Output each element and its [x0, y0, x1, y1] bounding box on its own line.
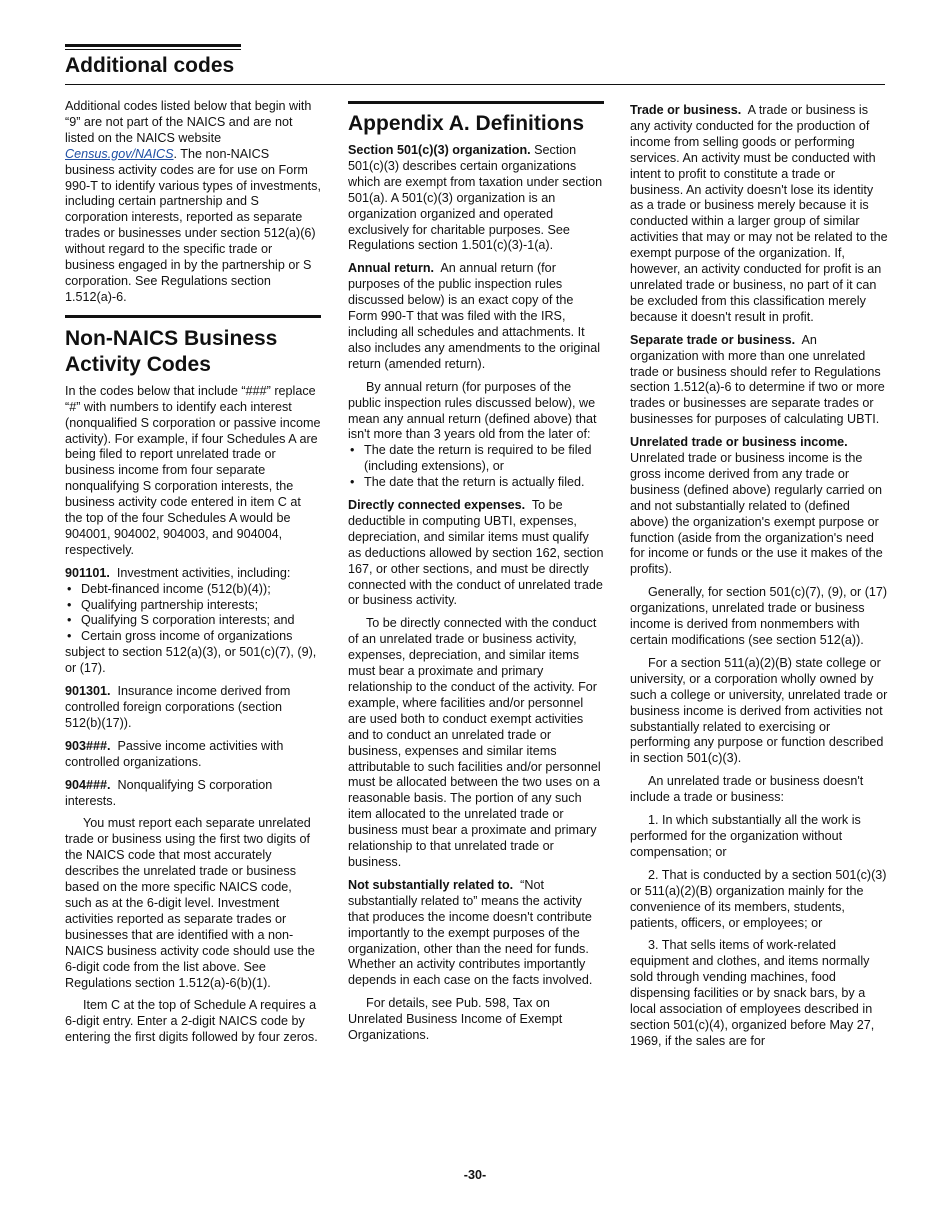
list-item: • Qualifying partnership interests; — [65, 598, 321, 614]
top-rule-thin — [65, 49, 241, 50]
code-903: 903###. Passive income activities with controlled organizations. — [65, 738, 284, 769]
item-c-paragraph: Item C at the top of Schedule A requires a 6-digit entry. Enter a 2-digit NAICS code by entering the first digits followed by four zeros. — [65, 998, 318, 1045]
title-underline — [65, 84, 885, 85]
page-number: -30- — [463, 1168, 487, 1182]
appendix-rule — [348, 101, 604, 104]
codes-paragraph: In the codes below that include “###” replace “#” with numbers to identify each interest (nonqualified S corporation or passive income activity). For example, if four Schedules A are being filed to report unrelated trade or business income from four separate nonqualifying S corporation interests, the business activity code entered in item C at the top of the four Schedules A would be 904001, 904002, 904003, and 904004, respectively. — [65, 383, 321, 557]
unrelated-income-para-3: An unrelated trade or business doesn't include a trade or business: — [630, 774, 864, 805]
code-901101-list — [65, 582, 321, 646]
column-1 — [65, 99, 321, 1053]
appendix-heading: Appendix A. Definitions — [348, 112, 585, 135]
def-directly-connected: Directly connected expenses. To be deductible in computing UBTI, expenses, depreciation, and similar items must qualify as deductions allowed by section 162, section 167, or other sections, and must be directly connected with the conduct of unrelated trade or business activity. — [348, 498, 604, 608]
exclusion-item-3: 3. That sells items of work-related equipment and clothes, and items normally sold through vending machines, food dispensing facilities or by snack bars, by a local association of employees described in section 501(c)(4), organized before May 27, 1969, if the sales are for — [630, 938, 875, 1048]
list-item: • The date that the return is actually filed. — [348, 475, 604, 491]
directly-connected-paragraph: To be directly connected with the conduct of an unrelated trade or business activity, expenses, depreciation, and similar items must bear a proximate and primary relationship to the conduct of the activity. For example, where facilities and/or personnel are used both to conduct exempt activities and to conduct an unrelated trade or business, expenses and similar items attributable to such facilities and/or personnel must be allocated between the two uses on a reasonable basis. The portion of any such item allocated to the unrelated trade or business must bear a proximate and primary relationship to that unrelated trade or business. — [348, 616, 601, 869]
census-naics-link[interactable]: Census.gov/NAICS — [65, 146, 174, 161]
non-naics-heading: Non-NAICS Business Activity Codes — [65, 326, 278, 376]
code-904: 904###. Nonqualifying S corporation interests. — [65, 777, 273, 808]
code-901101: 901101. Investment activities, including: — [65, 565, 291, 580]
top-rule — [65, 44, 241, 47]
annual-return-paragraph: By annual return (for purposes of the public inspection rules discussed below), we mean any annual return (defined above) that isn't more than 3 years old from the later of: — [348, 379, 597, 442]
column-3 — [630, 103, 888, 1057]
section-rule — [65, 315, 321, 318]
def-not-substantially-related: Not substantially related to. “Not substantially related to” means the activity that produces the income doesn't contribute importantly to the exempt purposes of the organization, other than the need for funds. Whether an activity contributes importantly depends in each case on the facts involved. — [348, 877, 593, 988]
def-annual-return: Annual return. An annual return (for purposes of the public inspection rules discussed below) is an exact copy of the Form 990-T that was filed with the IRS, including all schedules and attachments. It also includes any amendments to the original return (amended return). — [348, 261, 601, 371]
unrelated-income-para-1: Generally, for section 501(c)(7), (9), or (17) organizations, unrelated trade or business income is derived from nonmembers with certain modifications (see section 512(a)). — [630, 585, 888, 647]
list-item: • Qualifying S corporation interests; and — [65, 613, 321, 629]
def-trade-or-business: Trade or business. A trade or business is any activity conducted for the production of income from selling goods or performing services. An activity must be conducted with intent to profit to constitute a trade or business. An activity doesn't lose its identity as a trade or business merely because it is conducted within a larger group of similar activities that may or may not be related to the exempt purpose of the organization. If, however, an activity conducted for profit is an unrelated trade or business, no part of it can be excluded from this classification merely because it doesn't result in profit. — [630, 103, 888, 324]
code-901101-cont: subject to section 512(a)(3), or 501(c)(7), (9), or (17). — [65, 645, 317, 676]
list-item: • Certain gross income of organizations — [65, 629, 321, 645]
list-item: • The date the return is required to be filed (including extensions), or — [348, 443, 604, 475]
list-item: • Debt-financed income (512(b)(4)); — [65, 582, 321, 598]
unrelated-income-para-2: For a section 511(a)(2)(B) state college or university, or a corporation wholly owned by such a college or university, unrelated trade or business income is derived from activities not substantially related to exercising or performing any purpose or function described in section 501(c)(3). — [630, 655, 888, 766]
page-title: Additional codes — [65, 54, 235, 77]
def-separate-trade: Separate trade or business. An organization with more than one unrelated trade or business should refer to Regulations section 1.512(a)-6 to determine if two or more trades or businesses are separate trades or businesses for purposes of calculating UBTI. — [630, 332, 885, 427]
column-2 — [348, 101, 604, 1051]
exclusion-item-1: 1. In which substantially all the work is performed for the organization without compensation; or — [630, 813, 861, 859]
code-901301: 901301. Insurance income derived from controlled foreign corporations (section 512(b)(17)). — [65, 684, 291, 730]
def-501c3: Section 501(c)(3) organization. Section 501(c)(3) describes certain organizations which are exempt from taxation under section 501(a). A 501(c)(3) organization is an organization organized and operated exclusively for charitable purposes. See Regulations section 1.501(c)(3)-1(a). — [348, 143, 603, 253]
def-unrelated-income: Unrelated trade or business income. Unrelated trade or business income is the gross income derived from any trade or business (defined above) regularly carried on and not substantially related to (defined above) the organization's exempt purpose or function (aside from the organization's need for income or funds or the use it makes of the profits). — [630, 435, 883, 577]
annual-return-list — [348, 443, 604, 491]
intro-paragraph: Additional codes listed below that begin with “9” are not part of the NAICS and are not listed on the NAICS website Census.gov/NAICS. The non-NAICS business activity codes are for use on Form 990-T to identify various types of investments, including certain partnership and S corporation interests, reported as separate trades or businesses under section 512(a)(6) without regard to the specific trade or business engaged in by the partnership or S corporation. See Regulations section 1.512(a)-6. — [65, 99, 321, 304]
report-paragraph: You must report each separate unrelated trade or business using the first two digits of the NAICS code that most accurately describes the unrelated trade or business based on the more specific NAICS code, such as at the 6-digit level. Investment activities reported as separate trades or businesses that are identified with a non-NAICS business activity code should use the 6-digit code from the list above. See Regulations section 1.512(a)-6(b)(1). — [65, 816, 315, 990]
pub-598-paragraph: For details, see Pub. 598, Tax on Unrelated Business Income of Exempt Organizations. — [348, 996, 563, 1043]
exclusion-item-2: 2. That is conducted by a section 501(c)(3) or 511(a)(2)(B) organization mainly for the convenience of its members, students, patients, officers, or employees; or — [630, 867, 887, 930]
